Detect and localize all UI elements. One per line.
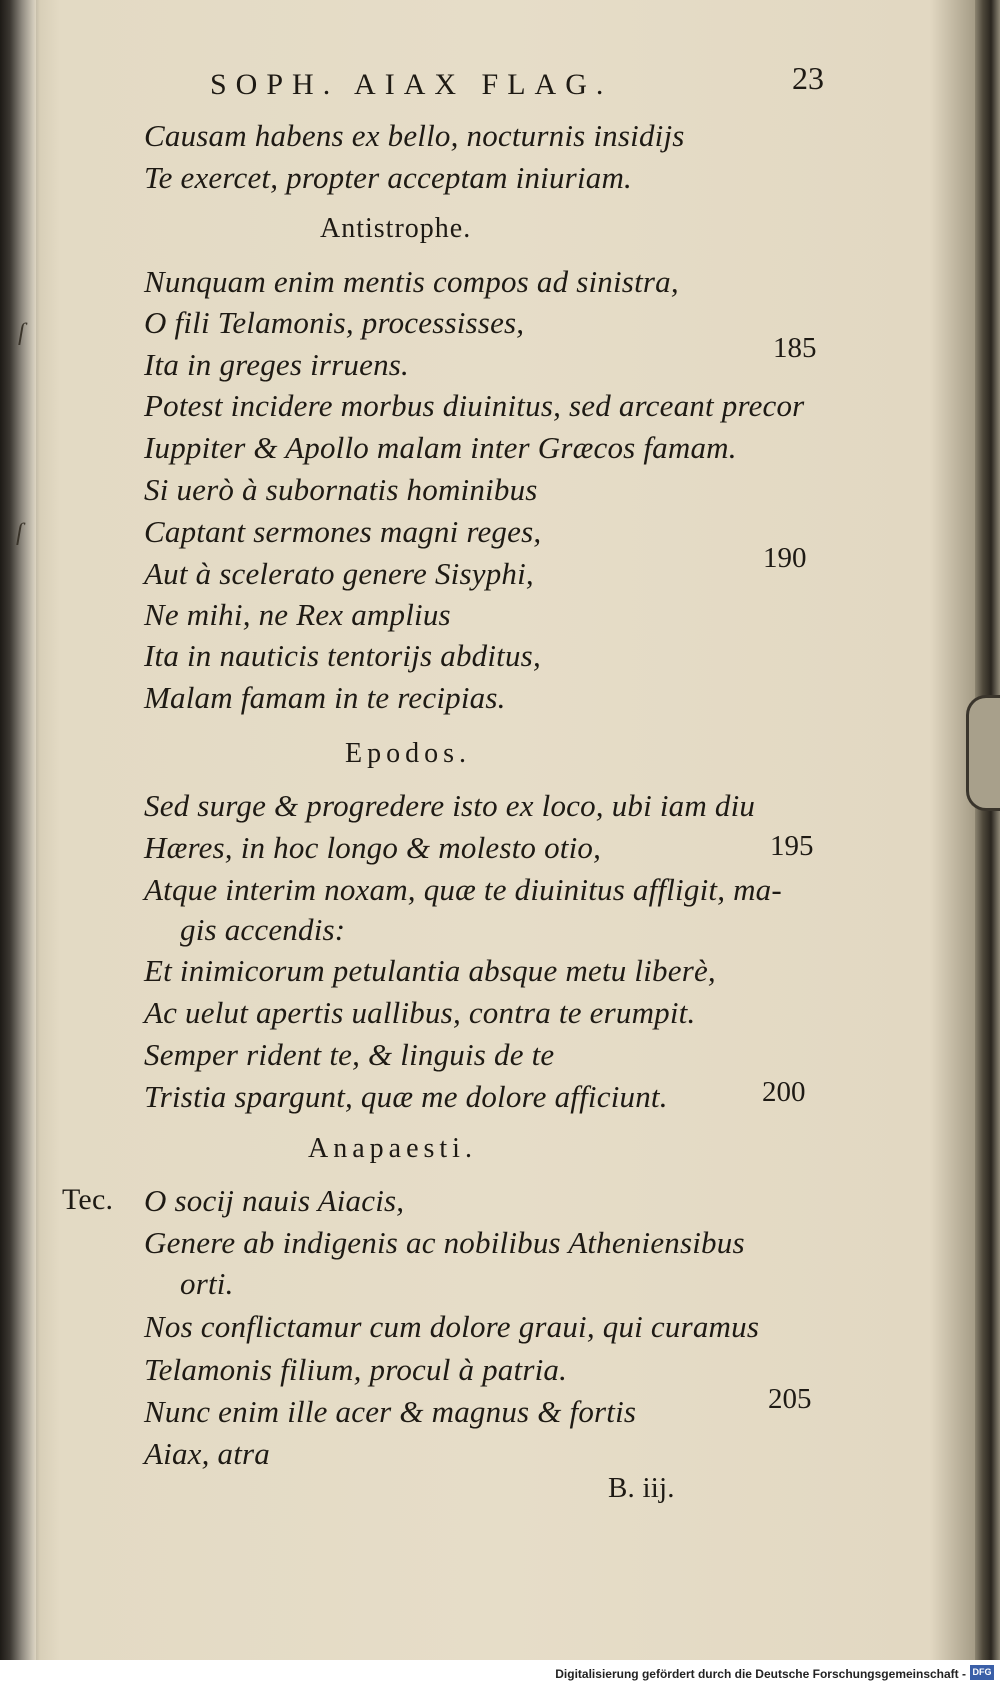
verse-line: Nunquam enim mentis compos ad sinistra, — [144, 264, 679, 299]
verse-line: Nunc enim ille acer & magnus & fortis — [144, 1394, 637, 1429]
verse-line: Causam habens ex bello, nocturnis insidijs — [144, 118, 685, 153]
verse-line: Si uerò à subornatis hominibus — [144, 472, 538, 507]
verse-line: Sed surge & progredere isto ex loco, ubi iam diu — [144, 788, 756, 823]
verse-line: Nos conflictamur cum dolore graui, qui curamus — [144, 1309, 760, 1344]
verse-line: Te exercet, propter acceptam iniuriam. — [144, 160, 632, 195]
bleed-mark: ſ — [16, 520, 23, 546]
section-heading-anapaesti: Anapaesti. — [308, 1133, 477, 1164]
verse-line: Hæres, in hoc longo & molesto otio, — [144, 830, 602, 865]
bleed-mark: ſ — [18, 320, 25, 346]
section-heading-antistrophe: Antistrophe. — [320, 213, 472, 244]
line-number: 190 — [763, 542, 807, 574]
line-number: 195 — [770, 830, 814, 862]
line-number: 205 — [768, 1383, 812, 1415]
page-number: 23 — [792, 60, 824, 96]
verse-line: Tristia spargunt, quæ me dolore afficiunt. — [144, 1079, 668, 1114]
verse-line: Aiax, atra — [144, 1436, 270, 1471]
signature-mark: B. iij. — [608, 1472, 675, 1504]
verse-line: Ita in greges irruens. — [144, 347, 410, 382]
book-fore-edge — [975, 0, 1000, 1660]
speaker-label: Tec. — [62, 1183, 114, 1216]
footer-credit: Digitalisierung gefördert durch die Deutsche Forschungsgemeinschaft - — [555, 1667, 966, 1681]
verse-line: Ac uelut apertis uallibus, contra te erumpit. — [144, 995, 696, 1030]
verse-line: Genere ab indigenis ac nobilibus Atheniensibus — [144, 1225, 745, 1260]
verse-line: Ita in nauticis tentorijs abditus, — [144, 638, 541, 673]
facing-page-edge — [0, 0, 36, 1660]
verse-line: Et inimicorum petulantia absque metu liberè, — [144, 953, 716, 988]
verse-line: Potest incidere morbus diuinitus, sed arceant precor — [144, 388, 805, 423]
verse-line: O fili Telamonis, processisses, — [144, 305, 525, 340]
verse-line: gis accendis: — [180, 912, 346, 947]
verse-line: O socij nauis Aiacis, — [144, 1183, 405, 1218]
line-number: 185 — [773, 332, 817, 364]
verse-line: Semper rident te, & linguis de te — [144, 1037, 555, 1072]
footer-bar — [0, 1660, 1000, 1688]
line-number: 200 — [762, 1076, 806, 1108]
book-page — [40, 0, 970, 1660]
verse-line: orti. — [180, 1266, 234, 1301]
running-head: SOPH. AIAX FLAG. — [210, 68, 613, 101]
section-heading-epodos: Epodos. — [345, 738, 471, 769]
verse-line: Ne mihi, ne Rex amplius — [144, 597, 451, 632]
verse-line: Atque interim noxam, quæ te diuinitus affligit, ma- — [144, 872, 782, 907]
verse-line: Iuppiter & Apollo malam inter Græcos famam. — [144, 430, 737, 465]
verse-line: Captant sermones magni reges, — [144, 514, 542, 549]
verse-line: Aut à scelerato genere Sisyphi, — [144, 556, 534, 591]
verse-line: Telamonis filium, procul à patria. — [144, 1352, 568, 1387]
verse-line: Malam famam in te recipias. — [144, 680, 506, 715]
dfg-logo: DFG — [970, 1665, 994, 1680]
page-clip — [966, 695, 1000, 811]
